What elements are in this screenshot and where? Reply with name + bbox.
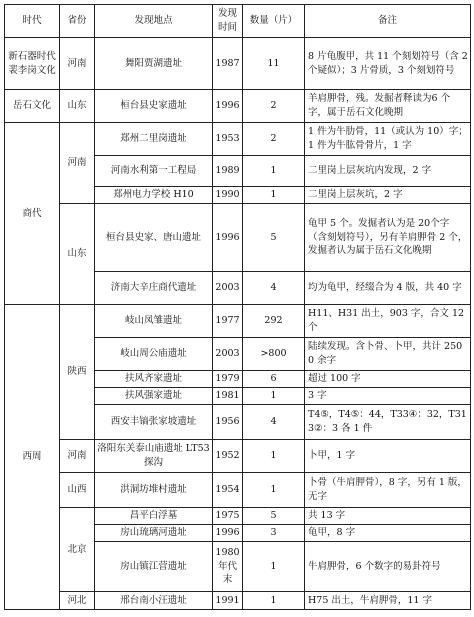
province-cell: 陕西 xyxy=(60,305,95,440)
time-cell: 1990 xyxy=(213,187,243,204)
header-notes: 备注 xyxy=(305,5,471,38)
count-cell: 2 xyxy=(243,90,305,123)
site-cell: 房山琉璃河遗址 xyxy=(95,525,213,542)
header-time: 发现时间 xyxy=(213,5,243,38)
notes-cell: 共 13 字 xyxy=(305,508,471,525)
header-era: 时代 xyxy=(5,5,60,38)
site-cell: 西安丰镐张家坡遗址 xyxy=(95,405,213,440)
header-count: 数量（片） xyxy=(243,5,305,38)
site-cell: 河南水利第一工程局 xyxy=(95,156,213,187)
count-cell: 5 xyxy=(243,204,305,272)
province-cell: 山东 xyxy=(60,204,95,305)
time-cell: 1956 xyxy=(213,405,243,440)
notes-cell: 超过 100 字 xyxy=(305,371,471,388)
time-cell: 1979 xyxy=(213,371,243,388)
count-cell: 1 xyxy=(243,542,305,592)
time-cell: 1975 xyxy=(213,508,243,525)
era-cell: 西周 xyxy=(5,305,60,610)
time-cell: 2003 xyxy=(213,272,243,305)
province-cell: 山东 xyxy=(60,90,95,123)
notes-cell: 3 字 xyxy=(305,388,471,405)
site-cell: 昌平白浮墓 xyxy=(95,508,213,525)
time-cell: 1991 xyxy=(213,592,243,610)
header-province: 省份 xyxy=(60,5,95,38)
site-cell: 岐山周公庙遗址 xyxy=(95,338,213,371)
header-site: 发现地点 xyxy=(95,5,213,38)
site-cell: 桓台县史家、唐山遗址 xyxy=(95,204,213,272)
notes-cell: 8 片龟腹甲，共 11 个刻划符号（含 2 个疑似）；3 片骨质，3 个刻划符号 xyxy=(305,38,471,90)
time-cell: 1952 xyxy=(213,440,243,473)
time-cell: 2003 xyxy=(213,338,243,371)
era-cell: 商代 xyxy=(5,123,60,305)
count-cell: 6 xyxy=(243,371,305,388)
count-cell: 292 xyxy=(243,305,305,338)
notes-cell: 1 件为牛肋骨，11（或认为 10）字；1 件为牛肱骨骨片，1 字 xyxy=(305,123,471,156)
count-cell: 1 xyxy=(243,187,305,204)
notes-cell: 陆续发现。含卜骨、卜甲，共计 2500 余字 xyxy=(305,338,471,371)
site-cell: 扶风强家遗址 xyxy=(95,388,213,405)
count-cell: 11 xyxy=(243,38,305,90)
count-cell: 2 xyxy=(243,123,305,156)
notes-cell: 羊肩胛骨，残。发掘者释读为6 个字，属于岳石文化晚期 xyxy=(305,90,471,123)
table-row xyxy=(5,473,471,508)
notes-cell: 牛肩胛骨，6 个数字的易卦符号 xyxy=(305,542,471,592)
time-cell: 1981 xyxy=(213,388,243,405)
table-row xyxy=(5,592,471,610)
count-cell: 4 xyxy=(243,272,305,305)
era-cell: 岳石文化 xyxy=(5,90,60,123)
notes-cell: 二里岗上层灰坑，2 字 xyxy=(305,187,471,204)
count-cell: 5 xyxy=(243,508,305,525)
count-cell: 3 xyxy=(243,525,305,542)
time-cell: 1996 xyxy=(213,204,243,272)
notes-cell: 卜骨（牛肩胛骨），8 字，另有 1 版，无字 xyxy=(305,473,471,508)
time-cell: 1989 xyxy=(213,156,243,187)
time-cell: 1980 年代末 xyxy=(213,542,243,592)
site-cell: 舞阳贾湖遗址 xyxy=(95,38,213,90)
excavation-table xyxy=(4,4,471,610)
province-cell: 北京 xyxy=(60,508,95,592)
table-row xyxy=(5,440,471,473)
site-cell: 邢台南小汪遗址 xyxy=(95,592,213,610)
time-cell: 1996 xyxy=(213,525,243,542)
time-cell: 1953 xyxy=(213,123,243,156)
count-cell: 1 xyxy=(243,592,305,610)
count-cell: 1 xyxy=(243,440,305,473)
notes-cell: 均为龟甲，经缀合为 4 版，共 40 字 xyxy=(305,272,471,305)
count-cell: >800 xyxy=(243,338,305,371)
notes-cell: 龟甲，8 字 xyxy=(305,525,471,542)
province-cell: 河南 xyxy=(60,38,95,90)
table-row xyxy=(5,38,471,90)
notes-cell: 龟甲 5 个。发掘者认为是 20个字（含刻划符号），另有羊肩胛骨 2 个，发掘者认为属于岳石文化晚期 xyxy=(305,204,471,272)
site-cell: 岐山凤雏遗址 xyxy=(95,305,213,338)
table-row xyxy=(5,123,471,156)
site-cell: 洪洞坊堆村遗址 xyxy=(95,473,213,508)
province-cell: 山西 xyxy=(60,473,95,508)
site-cell: 郑州二里岗遗址 xyxy=(95,123,213,156)
province-cell: 河南 xyxy=(60,123,95,204)
table-row xyxy=(5,305,471,338)
time-cell: 1954 xyxy=(213,473,243,508)
province-cell: 河北 xyxy=(60,592,95,610)
notes-cell: 二里岗上层灰坑内发现，2 字 xyxy=(305,156,471,187)
notes-cell: T4⑤，T4⑤：44，T33④：32，T313②：3 各 1 件 xyxy=(305,405,471,440)
count-cell: 1 xyxy=(243,473,305,508)
time-cell: 1987 xyxy=(213,38,243,90)
time-cell: 1977 xyxy=(213,305,243,338)
notes-cell: H11、H31 出土，903 字，合文 12 个 xyxy=(305,305,471,338)
site-cell: 洛阳东关泰山庙遗址 LT53 探沟 xyxy=(95,440,213,473)
notes-cell: 卜甲，1 字 xyxy=(305,440,471,473)
notes-cell: H75 出土，牛肩胛骨，11 字 xyxy=(305,592,471,610)
count-cell: 4 xyxy=(243,405,305,440)
site-cell: 济南大辛庄商代遗址 xyxy=(95,272,213,305)
site-cell: 房山镇江营遗址 xyxy=(95,542,213,592)
table-row xyxy=(5,508,471,525)
era-cell: 新石器时代裴李岗文化 xyxy=(5,38,60,90)
header-row xyxy=(5,5,471,38)
province-cell: 河南 xyxy=(60,440,95,473)
count-cell: 1 xyxy=(243,388,305,405)
table-row xyxy=(5,204,471,272)
table-row xyxy=(5,90,471,123)
site-cell: 桓台县史家遗址 xyxy=(95,90,213,123)
time-cell: 1996 xyxy=(213,90,243,123)
site-cell: 扶风齐家遗址 xyxy=(95,371,213,388)
count-cell: 1 xyxy=(243,156,305,187)
site-cell: 郑州电力学校 H10 xyxy=(95,187,213,204)
